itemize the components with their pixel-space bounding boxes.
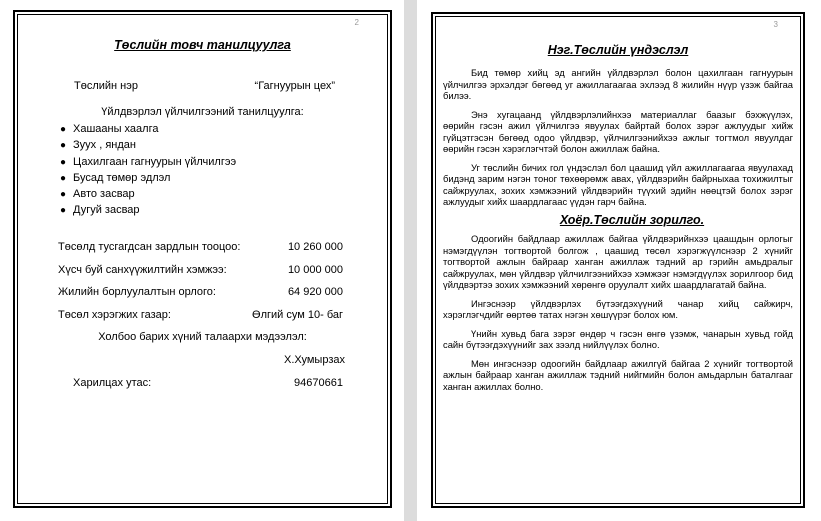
page-3	[431, 12, 805, 508]
project-name-label: Төслийн нэр	[74, 80, 138, 92]
fact-label: Хүсч буй санхүүжилтийн хэмжээ:	[58, 263, 227, 276]
bullet-icon: ●	[60, 124, 67, 135]
fact-value: Өлгий сум 10- баг	[252, 308, 343, 321]
project-name-row	[74, 80, 335, 92]
fact-row	[18, 241, 387, 264]
paragraph: Уг төслийн бичих гол үндэслэл бол цаашид үйл ажиллагаагаа явуулахад бидэнд зарим нэгэн тоног төхөөрөмж авах, үйлдвэрийн байрныхаа тохижилтыг сайжруулах, зохих хэмжээний үйлдвэрийн түүхий эдийн нөөцтэй болох зэрэг ажлуудыг хийх шаардлагаас үүдэн гарч байна.	[443, 161, 793, 207]
page-2-border	[17, 14, 388, 504]
project-name-value: “Гагнуурын цех”	[254, 80, 335, 92]
section-2-title: Хоёр.Төслийн зорилго.	[559, 212, 705, 227]
project-facts	[18, 241, 387, 399]
fact-value: 10 000 000	[287, 263, 343, 276]
list-item	[60, 204, 367, 220]
fact-label: Жилийн борлуулалтын орлого:	[58, 286, 216, 299]
page-title: Төслийн товч танилцуулга	[114, 38, 291, 52]
contact-name: Х.Хумырзах	[284, 353, 345, 366]
list-item-label: Дугуй засвар	[73, 204, 140, 217]
page-gap	[404, 0, 417, 521]
list-item-label: Цахилгаан гагнуурын үйлчилгээ	[73, 155, 237, 168]
list-item	[60, 172, 367, 188]
fact-row	[18, 309, 387, 332]
page-2	[13, 10, 392, 508]
bullet-icon: ●	[60, 172, 67, 184]
paragraph: Үнийн хувьд бага зэрэг өндөр ч гэсэн өнгө үзэмж, чанарын хувьд гойд сайн бүтээгдэхүүнийг зах зээлд нийлүүлэх болно.	[443, 327, 793, 350]
phone-value: 94670661	[294, 376, 343, 389]
page-number: 2	[354, 18, 359, 27]
fact-value: 10 260 000	[287, 241, 343, 253]
bullet-icon: ●	[60, 189, 67, 201]
phone-row	[18, 377, 387, 400]
fact-row	[18, 264, 387, 287]
bullet-icon: ●	[60, 140, 67, 152]
phone-label: Харилцах утас:	[73, 376, 152, 389]
list-item	[60, 123, 367, 139]
paragraph: Энэ хугацаанд үйлдвэрлэлийнхээ материаллаг баазыг бэхжүүлэх, өөрийн гэсэн ажил үйлчилгээ явуулах байртай болох зэрэг ажлуудыг хийж гүйцэтгэсэн бөгөөд одоо үйлдвэр, үйлчилгээнийхээ ажлыг тогтмол явуулдаг өөрийн гэсэн хэрэглэгчтэй болон ажиллаж байна.	[443, 108, 793, 154]
bullet-icon: ●	[60, 205, 67, 217]
list-item	[60, 188, 367, 204]
fact-value: 64 920 000	[287, 286, 343, 299]
paragraph: Ингэснээр үйлдвэрлэх бүтээгдэхүүний чанар хийц сайжирч, хэрэглэгчдийг өөртөө татах нэгэн хөшүүрэг болох юм.	[443, 297, 793, 320]
list-item-label: Зуух , яндан	[73, 139, 136, 152]
list-item-label: Авто засвар	[73, 188, 135, 201]
bullet-icon: ●	[60, 156, 67, 168]
page-3-border	[435, 16, 801, 504]
services-heading: Үйлдвэрлэл үйлчилгээний танилцуулга:	[101, 106, 304, 118]
list-item	[60, 139, 367, 155]
section-1-title: Нэг.Төслийн үндэслэл	[547, 43, 689, 57]
list-item-label: Хашааны хаалга	[73, 123, 159, 135]
list-item-label: Бусад төмөр эдлэл	[73, 171, 171, 184]
fact-label: Төсөл хэрэгжих газар:	[58, 308, 171, 321]
paragraph: Мөн ингэснээр одоогийн байдлаар ажилгүй байгаа 2 хүнийг тогтвортой ажлын байраар ханган ажиллаж тэдний нийгмийн болон амьдарлын баталгааг ханган ажиллах болно.	[443, 357, 793, 392]
fact-label: Төсөлд тусгагдсан зардлын тооцоо:	[58, 241, 241, 253]
page-3-body	[443, 67, 793, 399]
services-list	[60, 123, 367, 221]
list-item	[60, 156, 367, 172]
fact-row	[18, 286, 387, 309]
paragraph: Бид төмөр хийц эд ангийн үйлдвэрлэл болон цахилгаан гагнуурын үйлчилгээ эрхэлдэг бөгөөд уг ажиллагаагаа эхлээд 8 жилийн нүүр үзэж байгаа билээ.	[443, 67, 793, 101]
contact-heading: Холбоо барих хүний талаархи мэдээлэл:	[98, 331, 307, 344]
paragraph: Одоогийн байдлаар ажиллаж байгаа үйлдвэрийнхээ цаашдын орлогыг нэмэгдүүлэн тогтвортой болгож , цаашид төсөл хэрэгжүүлснээр 2 хүнийг тогтвортой ажлын байраар ханган ажиллаж тэдний ар гэрийн амьдралыг сайжруулах, мөн үйлдвэр үйлчилгээнийхээ хэмжээг нэмэгдүүлэх зорилгоор бид үйлдвэртээ зохих хэмжээний хөрөнгө оруулалт хийх шаардлагатай байна.	[443, 233, 793, 290]
page-number: 3	[773, 20, 778, 29]
